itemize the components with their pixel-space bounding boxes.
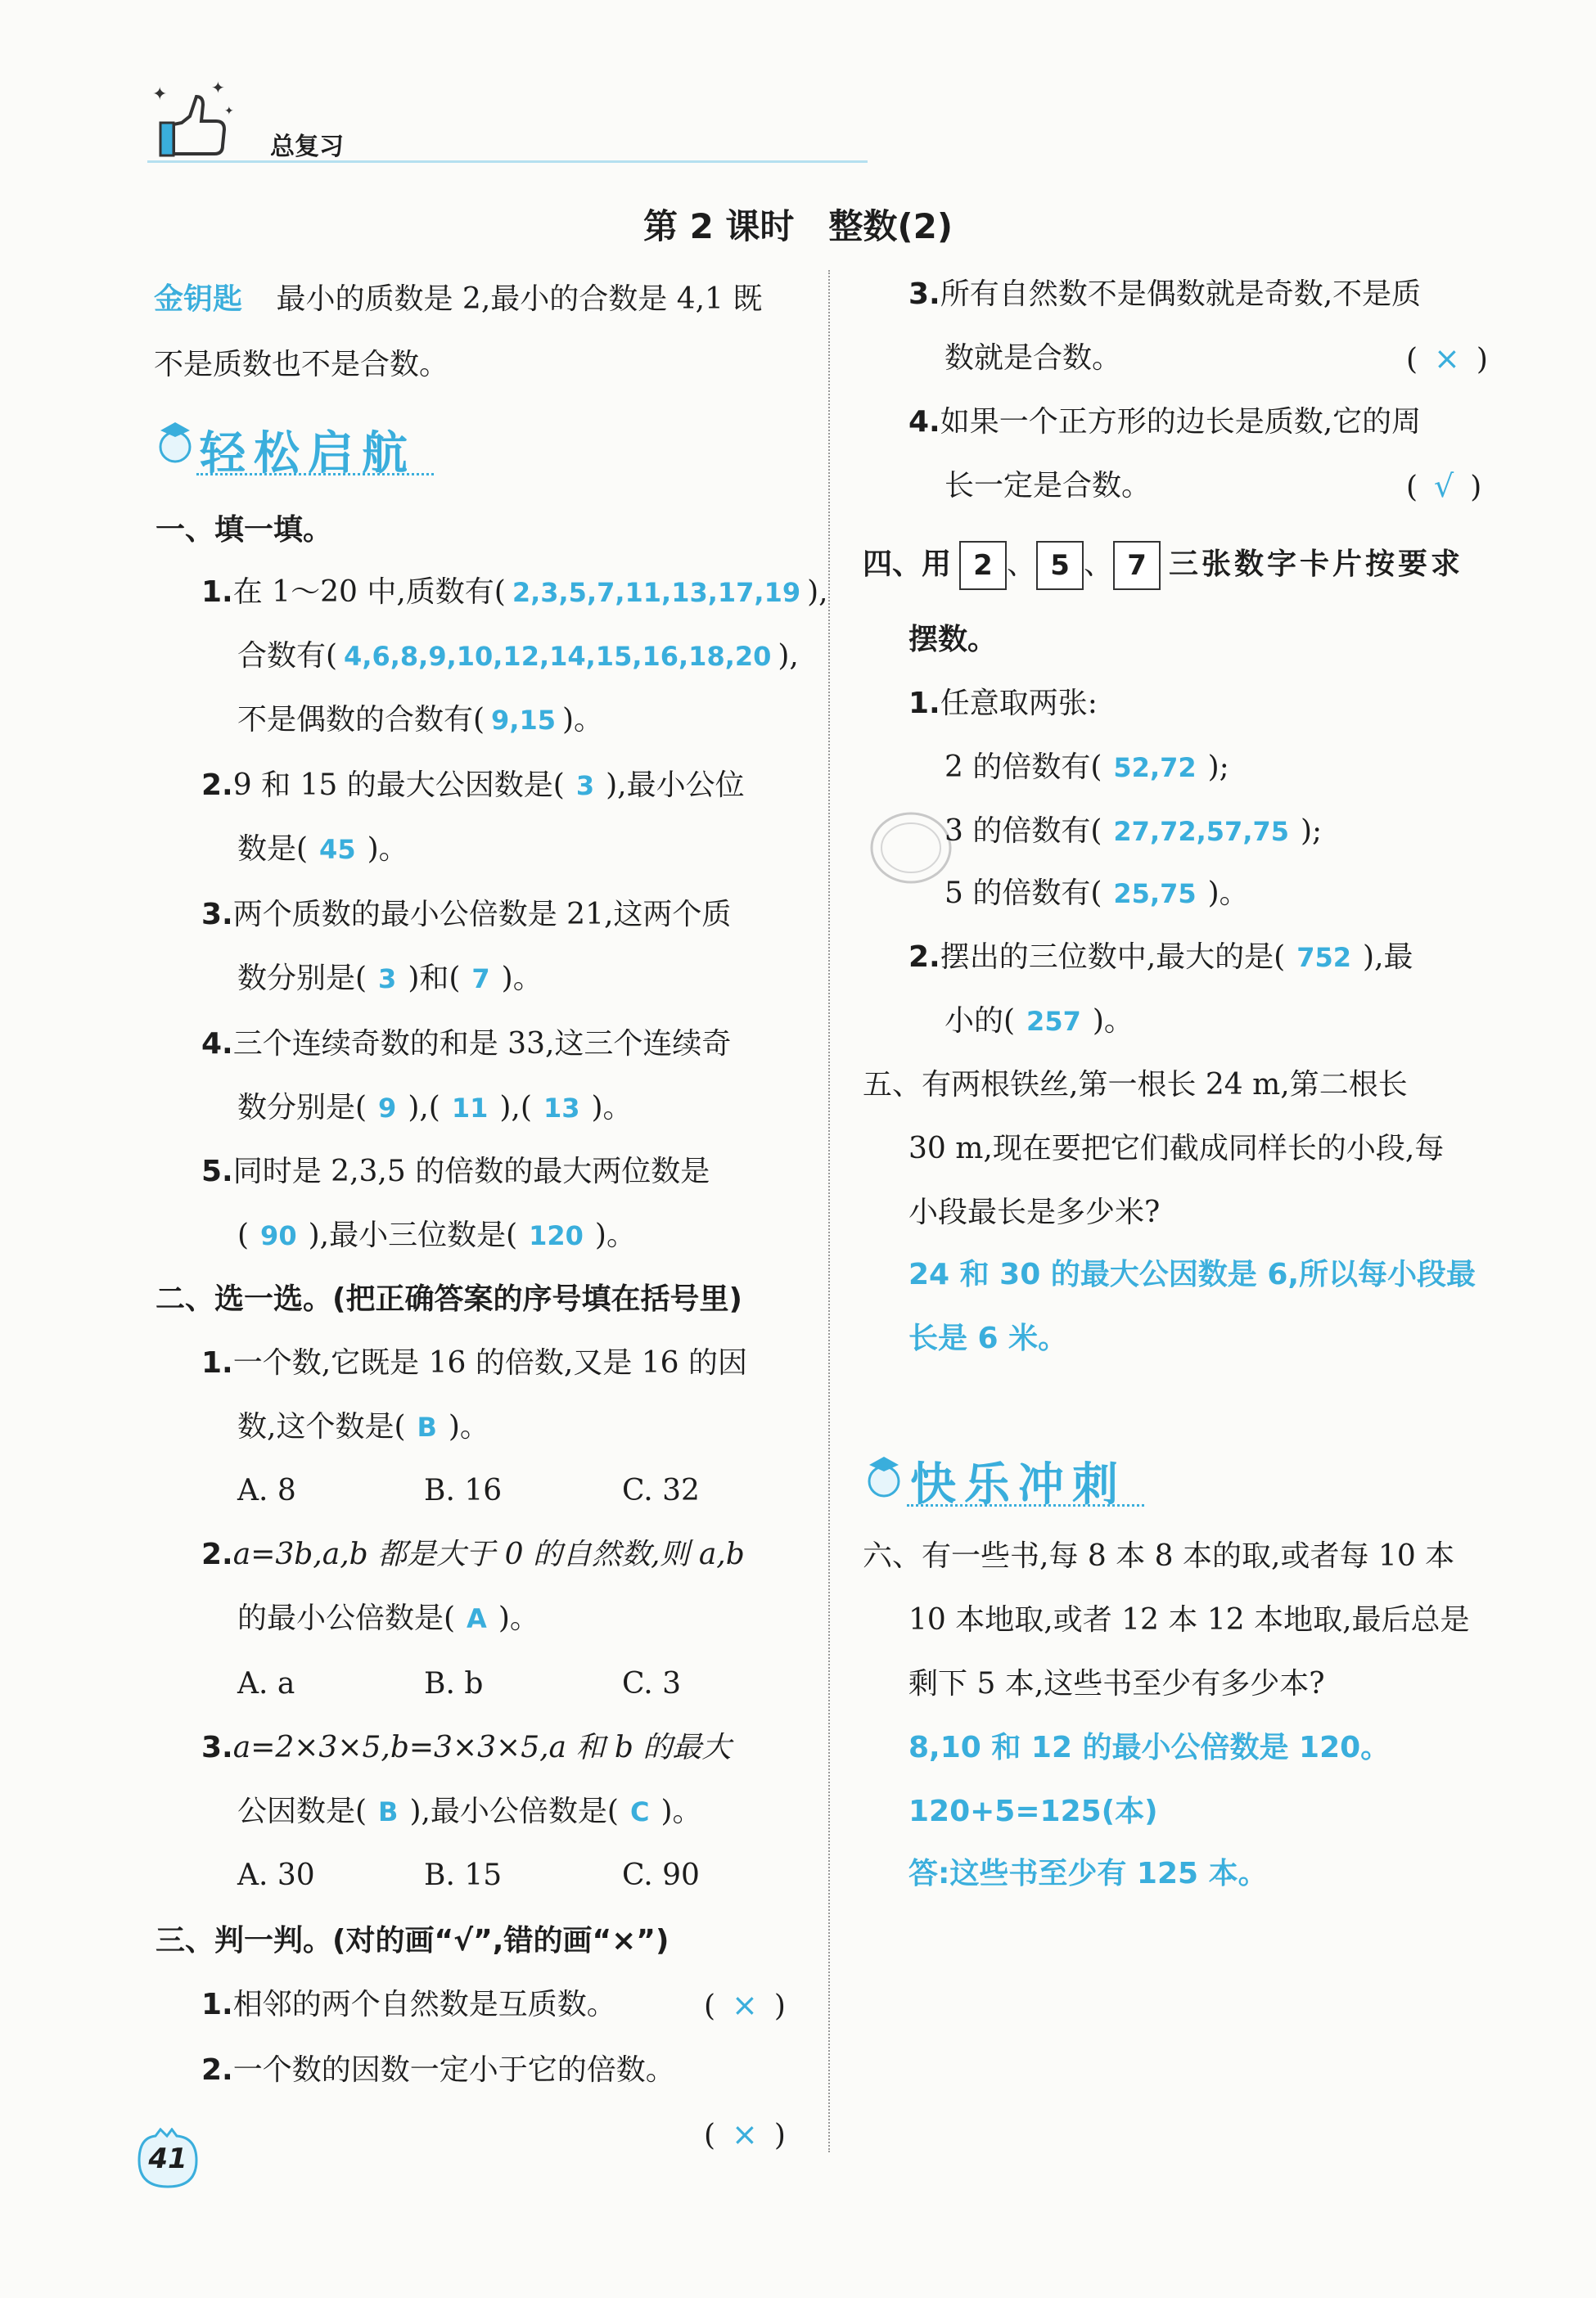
q4-m5-answer: 25,75 [1113,878,1197,909]
q2-item2-line2 [237,1597,539,1640]
q1-heading: 一、填一填。 [156,513,333,547]
q4-smallest-answer: 257 [1026,1006,1081,1037]
q5-line1: 五、有两根铁丝,第一根长 24 m,第二根长 [863,1068,1408,1102]
option-b: B. b [424,1667,484,1701]
q6-answer-line3: 答:这些书至少有 125 本。 [908,1857,1268,1890]
q4-heading-post: 三张数字卡片按要求 [1169,547,1464,581]
q4-heading [863,540,1463,590]
q3-item2-text: 一个数的因数一定小于它的倍数。 [232,2053,675,2087]
q1-item1-text2: 合数有( [237,639,338,673]
q1-item2-line2 [237,828,408,871]
page-title: 第 2 课时 整数(2) [642,206,954,246]
digit-card-2: 2 [959,541,1007,590]
q1-item1-line1 [201,571,828,614]
q3-item2-answer: × [732,2116,758,2152]
q1-item1-line2 [237,635,799,678]
separator: 、 [1084,547,1114,581]
q1-item1-text: 在 1～20 中,质数有( [232,575,506,609]
q1-item1-line3 [237,699,603,741]
q3-item1 [201,1984,616,2026]
option-a: A. a [237,1667,295,1701]
q1-item3-text3: )和( [408,962,461,995]
q3-item4-text: 如果一个正方形的边长是质数,它的周 [940,405,1422,439]
paren: )。 [501,962,543,995]
q3-item3-mark: ( × ) [1406,340,1488,376]
q4-sub1-text: 任意取两张: [940,687,1098,720]
item-number: 2. [908,940,940,974]
q1-item4-line2 [237,1087,633,1129]
header-rule [147,160,868,163]
item-number: 2. [201,768,233,802]
q2-item2-line1 [201,1534,745,1576]
q1-item1-answer3: 9,15 [491,705,556,736]
option-b: B. 15 [424,1859,503,1892]
homework-stamp-icon [866,807,956,889]
mascot-icon [154,417,196,466]
q2-item3-text2: 公因数是( [237,1795,367,1828]
q1-item3-text: 两个质数的最小公倍数是 21,这两个质 [232,898,732,931]
q5-answer-line2: 长是 6 米。 [908,1322,1068,1355]
q2-item3-options [237,1854,700,1897]
section-warmup-underline [196,473,434,475]
q1-item1-answer2: 4,6,8,9,10,12,14,15,16,18,20 [344,641,772,672]
q6-answer-line1: 8,10 和 12 的最小公倍数是 120。 [908,1731,1391,1764]
option-c: C. 90 [622,1859,700,1892]
q3-item3-line2 [945,337,1121,380]
q4-m5-text: 5 的倍数有( [945,876,1102,910]
key-tip-label: 金钥匙 [154,282,243,316]
q4-multiples-of-2 [945,746,1229,789]
svg-text:✦: ✦ [224,105,234,118]
header-section-label: 总复习 [270,133,344,161]
section-sprint-underline [907,1504,1144,1507]
option-c: C. 3 [622,1667,682,1701]
q1-item5-answer2: 120 [529,1220,584,1251]
q3-item4-line1 [908,401,1421,444]
paren: ); [1301,814,1323,848]
paren: )。 [448,1410,489,1444]
q4-m2-answer: 52,72 [1113,752,1197,783]
q1-item5-line1 [201,1151,710,1193]
q2-item3-line1 [201,1727,731,1769]
item-number: 1. [201,1988,233,2021]
q1-item2-text: 9 和 15 的最大公因数是( [232,768,565,802]
item-number: 2. [201,1538,233,1571]
paren: )。 [660,1795,702,1828]
option-b: B. 16 [424,1474,503,1507]
paren: ), [778,639,799,673]
key-tip-line2: 不是质数也不是合数。 [154,348,449,381]
q2-item3-answer2: C [629,1796,650,1827]
q2-item2-answer: A [467,1603,487,1634]
item-number: 2. [201,2053,233,2087]
q1-item4-answer3: 13 [543,1093,580,1124]
paren: )。 [498,1602,539,1635]
paren: )。 [1092,1004,1134,1038]
key-tip [154,278,762,321]
q2-item2-text2: 的最小公倍数是( [237,1602,456,1635]
section-warmup: 轻松启航 [200,427,416,480]
q1-item2-answer1: 3 [575,770,595,801]
item-number: 1. [908,687,940,720]
q4-sub1 [908,683,1098,725]
q4-multiples-of-5 [945,872,1249,915]
q4-sub2-text: 摆出的三位数中,最大的是( [940,940,1286,974]
q1-item3-line2 [237,958,543,1000]
q4-largest-answer: 752 [1296,942,1352,973]
option-c: C. 32 [622,1474,700,1507]
q3-item2-mark: ( × ) [704,2116,786,2152]
q2-item3-text: a=2×3×5,b=3×3×5,a 和 b 的最大 [232,1731,732,1764]
q2-item3-line2 [237,1791,702,1833]
item-number: 1. [201,575,233,609]
q1-item5-line2 [237,1214,636,1257]
q1-item4-answer1: 9 [378,1093,397,1124]
q2-item3-text3: ),最小公倍数是( [409,1795,619,1828]
q1-item4-line1 [201,1023,731,1066]
item-number: 3. [201,1731,233,1764]
q3-item4-line2 [945,465,1151,507]
column-divider [828,270,830,2152]
q1-item3-answer2: 7 [471,963,490,994]
svg-text:✦: ✦ [211,78,225,97]
item-number: 4. [201,1027,233,1061]
q4-m2-text: 2 的倍数有( [945,750,1102,784]
q3-item4-mark: ( √ ) [1406,468,1482,504]
paren: ( [237,1219,250,1252]
svg-text:✦: ✦ [152,84,168,105]
q3-item4-text2: 长一定是合数。 [945,469,1152,502]
option-a: A. 8 [237,1474,296,1507]
q4-sub2-line1 [908,936,1413,979]
paren: )。 [594,1219,636,1252]
q2-item1-line1 [201,1342,747,1385]
q5-answer-line1: 24 和 30 的最大公因数是 6,所以每小段最 [908,1258,1477,1291]
q3-item4-answer: √ [1434,468,1454,504]
q2-item2-options [237,1663,681,1705]
q2-item3-answer1: B [378,1796,399,1827]
q3-item1-mark: ( × ) [704,1987,786,2023]
q3-item3-text: 所有自然数不是偶数就是奇数,不是质 [940,277,1422,311]
q4-m3-text: 3 的倍数有( [945,814,1102,848]
q2-item1-text2: 数,这个数是( [237,1410,406,1444]
q3-heading: 三、判一判。(对的画“√”,错的画“×”) [156,1924,670,1958]
q2-item2-text: a=3b,a,b 都是大于 0 的自然数,则 a,b [232,1538,745,1571]
q1-item3-answer1: 3 [378,963,397,994]
q4-sub2-text3: 小的( [945,1004,1016,1038]
section-sprint: 快乐冲刺 [910,1458,1126,1512]
paren: )。 [591,1091,633,1124]
paren: ), [807,575,828,609]
q3-item2 [201,2049,675,2092]
q2-item1-line2 [237,1406,489,1449]
thumbs-up-icon [149,75,239,165]
paren: )。 [1207,876,1249,910]
q1-item4-text2: 数分别是( [237,1091,367,1124]
paren: ); [1207,750,1229,784]
page-number: 41 [148,2143,187,2175]
digit-card-7: 7 [1113,541,1161,590]
q2-item1-answer: B [417,1412,437,1443]
q3-item3-answer: × [1434,340,1460,376]
q6-line2: 10 本地取,或者 12 本 12 本地取,最后总是 [908,1603,1470,1637]
paren: ),( [408,1091,440,1124]
key-tip-text: 最小的质数是 2,最小的合数是 4,1 既 [276,282,763,316]
q3-item1-answer: × [732,1987,758,2023]
q2-item1-options [237,1470,700,1512]
q5-line3: 小段最长是多少米? [908,1196,1161,1229]
q4-heading-line2: 摆数。 [908,623,998,656]
q1-item2-line1 [201,764,745,807]
q1-item1-answer1: 2,3,5,7,11,13,17,19 [512,577,801,608]
q4-sub2-line2 [945,1000,1134,1043]
paren: )。 [562,703,604,737]
q3-item3-text2: 数就是合数。 [945,341,1122,375]
item-number: 5. [201,1155,233,1188]
q1-item2-text3: 数是( [237,832,309,866]
q1-item4-answer2: 11 [451,1093,489,1124]
q4-heading-pre: 四、用 [863,547,952,581]
q1-item4-text: 三个连续奇数的和是 33,这三个连续奇 [232,1027,732,1061]
q1-item2-answer2: 45 [319,834,356,865]
q1-item3-text2: 数分别是( [237,962,367,995]
q1-item5-answer1: 90 [260,1220,297,1251]
q4-multiples-of-3 [945,810,1322,853]
q2-item1-text: 一个数,它既是 16 的倍数,又是 16 的因 [232,1346,748,1380]
q6-answer-line2: 120+5=125(本) [908,1795,1158,1828]
paren: ),( [499,1091,532,1124]
q6-line3: 剩下 5 本,这些书至少有多少本? [908,1667,1325,1701]
q4-m3-answer: 27,72,57,75 [1113,816,1289,847]
mascot-icon [863,1452,905,1501]
q1-item2-text2: ),最小公位 [606,768,745,802]
separator: 、 [1007,547,1037,581]
q4-sub2-text2: ),最 [1363,940,1413,974]
q6-line1: 六、有一些书,每 8 本 8 本的取,或者每 10 本 [863,1539,1455,1573]
q5-line2: 30 m,现在要把它们截成同样长的小段,每 [908,1132,1445,1165]
q1-item5-text2: ),最小三位数是( [308,1219,518,1252]
q2-heading: 二、选一选。(把正确答案的序号填在括号里) [156,1282,742,1316]
q1-item3-line1 [201,894,731,936]
item-number: 1. [201,1346,233,1380]
item-number: 3. [908,277,940,311]
option-a: A. 30 [237,1859,315,1892]
item-number: 3. [201,898,233,931]
q1-item1-text3: 不是偶数的合数有( [237,703,485,737]
paren: )。 [367,832,408,866]
q1-item5-text: 同时是 2,3,5 的倍数的最大两位数是 [232,1155,710,1188]
digit-card-5: 5 [1036,541,1084,590]
q3-item1-text: 相邻的两个自然数是互质数。 [232,1988,616,2021]
q3-item3-line1 [908,273,1421,316]
item-number: 4. [908,405,940,439]
